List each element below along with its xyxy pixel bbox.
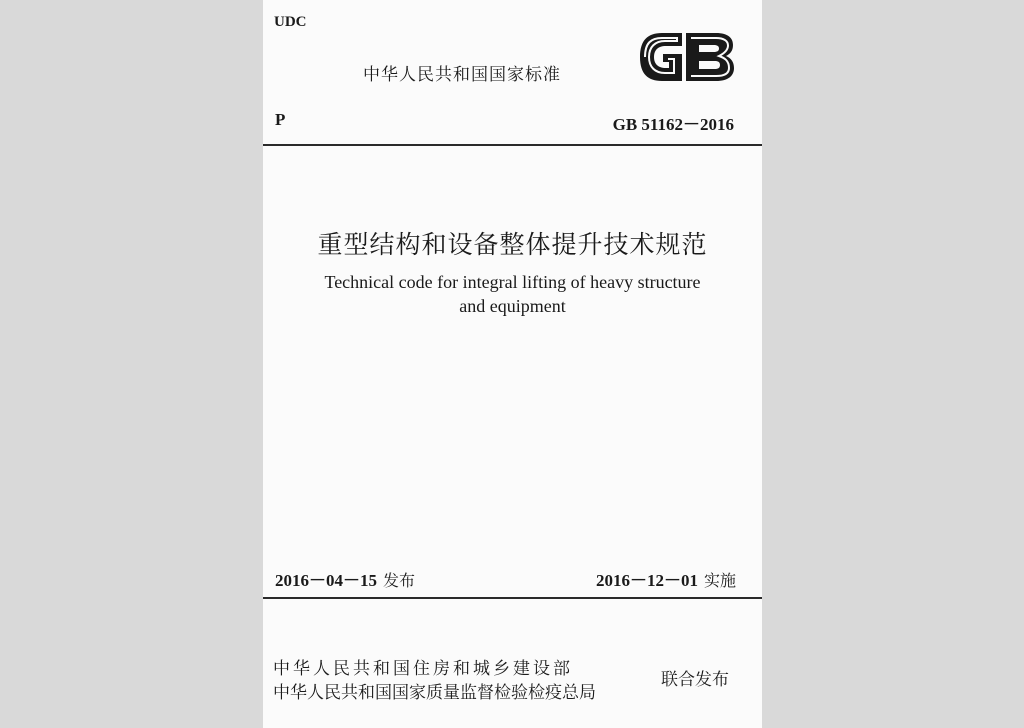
issuer-aqsiq: 中华人民共和国国家质量监督检验检疫总局 (273, 683, 596, 703)
standard-number: GB 51162－2016 (612, 115, 734, 134)
implement-date-block (596, 566, 736, 591)
publish-date-block (275, 566, 415, 591)
title-english-line-1: Technical code for integral lifting of heavy structure (324, 272, 701, 292)
national-standard-label: 中华人民共和国国家标准 (363, 65, 561, 85)
implement-date: 2016－12－01 (595, 571, 698, 590)
title-chinese: 重型结构和设备整体提升技术规范 (317, 230, 708, 259)
top-divider (263, 144, 762, 146)
standard-cover-page (263, 0, 762, 728)
udc-label: UDC (274, 14, 307, 30)
implement-label: 实施 (703, 571, 736, 590)
issuer-ministry: 中华人民共和国住房和城乡建设部 (273, 659, 573, 679)
gb-logo (636, 28, 736, 86)
publish-label: 发布 (383, 571, 416, 590)
title-english-line-2: and equipment (459, 296, 566, 316)
classification-code: P (275, 110, 286, 129)
bottom-divider (263, 597, 762, 599)
publish-date: 2016－04－15 (275, 571, 377, 590)
joint-issue-label: 联合发布 (661, 670, 729, 690)
